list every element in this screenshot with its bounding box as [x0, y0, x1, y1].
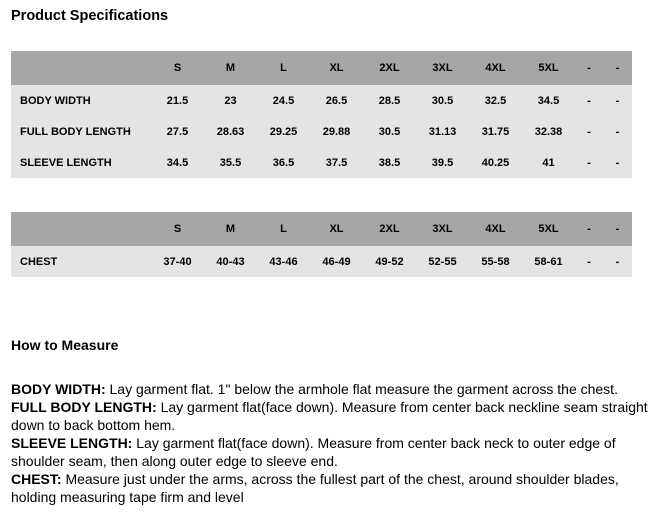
- instruction-item: [11, 380, 655, 398]
- header-cell: M: [225, 223, 236, 235]
- table-cell: 46-49: [322, 255, 351, 268]
- header-cell: 3XL: [432, 62, 453, 74]
- table-cell: 21.5: [166, 94, 189, 107]
- instruction-item: [11, 398, 655, 434]
- table-cell: 28.5: [378, 94, 401, 107]
- row-label: BODY WIDTH: [20, 94, 91, 107]
- instruction-text: Lay garment flat(face down). Measure from center back neck to outer edge of shoulder seam, then along outer edge to sleeve end.: [11, 435, 616, 469]
- header-cell: XL: [329, 223, 344, 235]
- header-cell: 4XL: [485, 62, 506, 74]
- how-to-measure-heading: How to Measure: [11, 337, 119, 353]
- table-cell: 32.5: [484, 94, 507, 107]
- table-cell: 55-58: [481, 255, 510, 268]
- header-cell: S: [173, 223, 182, 235]
- table-cell: 52-55: [428, 255, 457, 268]
- instruction-text: Lay garment flat. 1" below the armhole flat measure the garment across the chest.: [105, 381, 618, 397]
- table-header-row: [11, 51, 632, 85]
- table-cell: 58-61: [534, 255, 563, 268]
- table-cell: -: [587, 255, 591, 268]
- header-cell: -: [615, 62, 620, 74]
- table-cell: 23: [224, 94, 237, 107]
- table-cell: -: [615, 156, 620, 169]
- header-cell: [11, 212, 151, 246]
- table-cell: 28.63: [216, 125, 245, 138]
- instruction-term: BODY WIDTH:: [11, 381, 106, 397]
- header-cell: S: [173, 62, 182, 74]
- header-cell: -: [615, 223, 620, 235]
- table-cell: 30.5: [431, 94, 454, 107]
- size-spec-table: [11, 51, 632, 178]
- table-row: [11, 116, 632, 147]
- row-label: FULL BODY LENGTH: [20, 125, 131, 138]
- table-row: [11, 246, 632, 277]
- table-row: [11, 147, 632, 178]
- table-cell: 29.88: [322, 125, 351, 138]
- table-row: [11, 85, 632, 116]
- table-cell: 38.5: [378, 156, 401, 169]
- instruction-text: Lay garment flat(face down). Measure from center back neckline seam straight down to back bottom hem.: [11, 399, 648, 433]
- table-cell: -: [587, 156, 591, 169]
- table-cell: 39.5: [431, 156, 454, 169]
- measurement-instructions: [11, 380, 655, 506]
- table-cell: 35.5: [219, 156, 242, 169]
- row-label: SLEEVE LENGTH: [20, 156, 112, 169]
- header-cell: 5XL: [538, 62, 559, 74]
- table-cell: 49-52: [375, 255, 404, 268]
- table-cell: 29.25: [269, 125, 298, 138]
- table-cell: -: [587, 125, 591, 138]
- table-cell: 40-43: [216, 255, 245, 268]
- table-cell: 43-46: [269, 255, 298, 268]
- instruction-item: [11, 470, 655, 506]
- table-cell: 34.5: [166, 156, 189, 169]
- table-cell: 40.25: [481, 156, 510, 169]
- instruction-term: CHEST:: [11, 471, 62, 487]
- table-cell: 30.5: [378, 125, 401, 138]
- table-cell: -: [615, 255, 620, 268]
- header-cell: 4XL: [485, 223, 506, 235]
- header-cell: 2XL: [379, 223, 400, 235]
- table-cell: 32.38: [534, 125, 563, 138]
- instruction-text: Measure just under the arms, across the fullest part of the chest, around shoulder blades, holding measuring tape firm and level: [11, 471, 619, 505]
- table-cell: 31.75: [481, 125, 510, 138]
- table-cell: 24.5: [272, 94, 295, 107]
- instruction-item: [11, 434, 655, 470]
- header-cell: 3XL: [432, 223, 453, 235]
- header-cell: [11, 51, 151, 85]
- table-header-row: [11, 212, 632, 246]
- page-title: Product Specifications: [11, 8, 169, 24]
- table-cell: 41: [542, 156, 555, 169]
- table-cell: -: [615, 125, 620, 138]
- header-cell: 5XL: [538, 223, 559, 235]
- chest-spec-table: [11, 212, 632, 277]
- row-label: CHEST: [20, 255, 58, 268]
- header-cell: 2XL: [379, 62, 400, 74]
- table-cell: 37-40: [163, 255, 192, 268]
- table-cell: 31.13: [428, 125, 457, 138]
- header-cell: L: [280, 223, 287, 235]
- header-cell: -: [587, 223, 591, 235]
- instruction-term: FULL BODY LENGTH:: [11, 399, 157, 415]
- table-cell: -: [615, 94, 620, 107]
- table-cell: 26.5: [325, 94, 348, 107]
- table-cell: -: [587, 94, 591, 107]
- header-cell: XL: [329, 62, 344, 74]
- header-cell: -: [587, 62, 591, 74]
- header-cell: L: [280, 62, 287, 74]
- table-cell: 34.5: [537, 94, 560, 107]
- table-cell: 27.5: [166, 125, 189, 138]
- header-cell: M: [225, 62, 236, 74]
- table-cell: 36.5: [272, 156, 295, 169]
- instruction-term: SLEEVE LENGTH:: [11, 435, 133, 451]
- table-cell: 37.5: [325, 156, 348, 169]
